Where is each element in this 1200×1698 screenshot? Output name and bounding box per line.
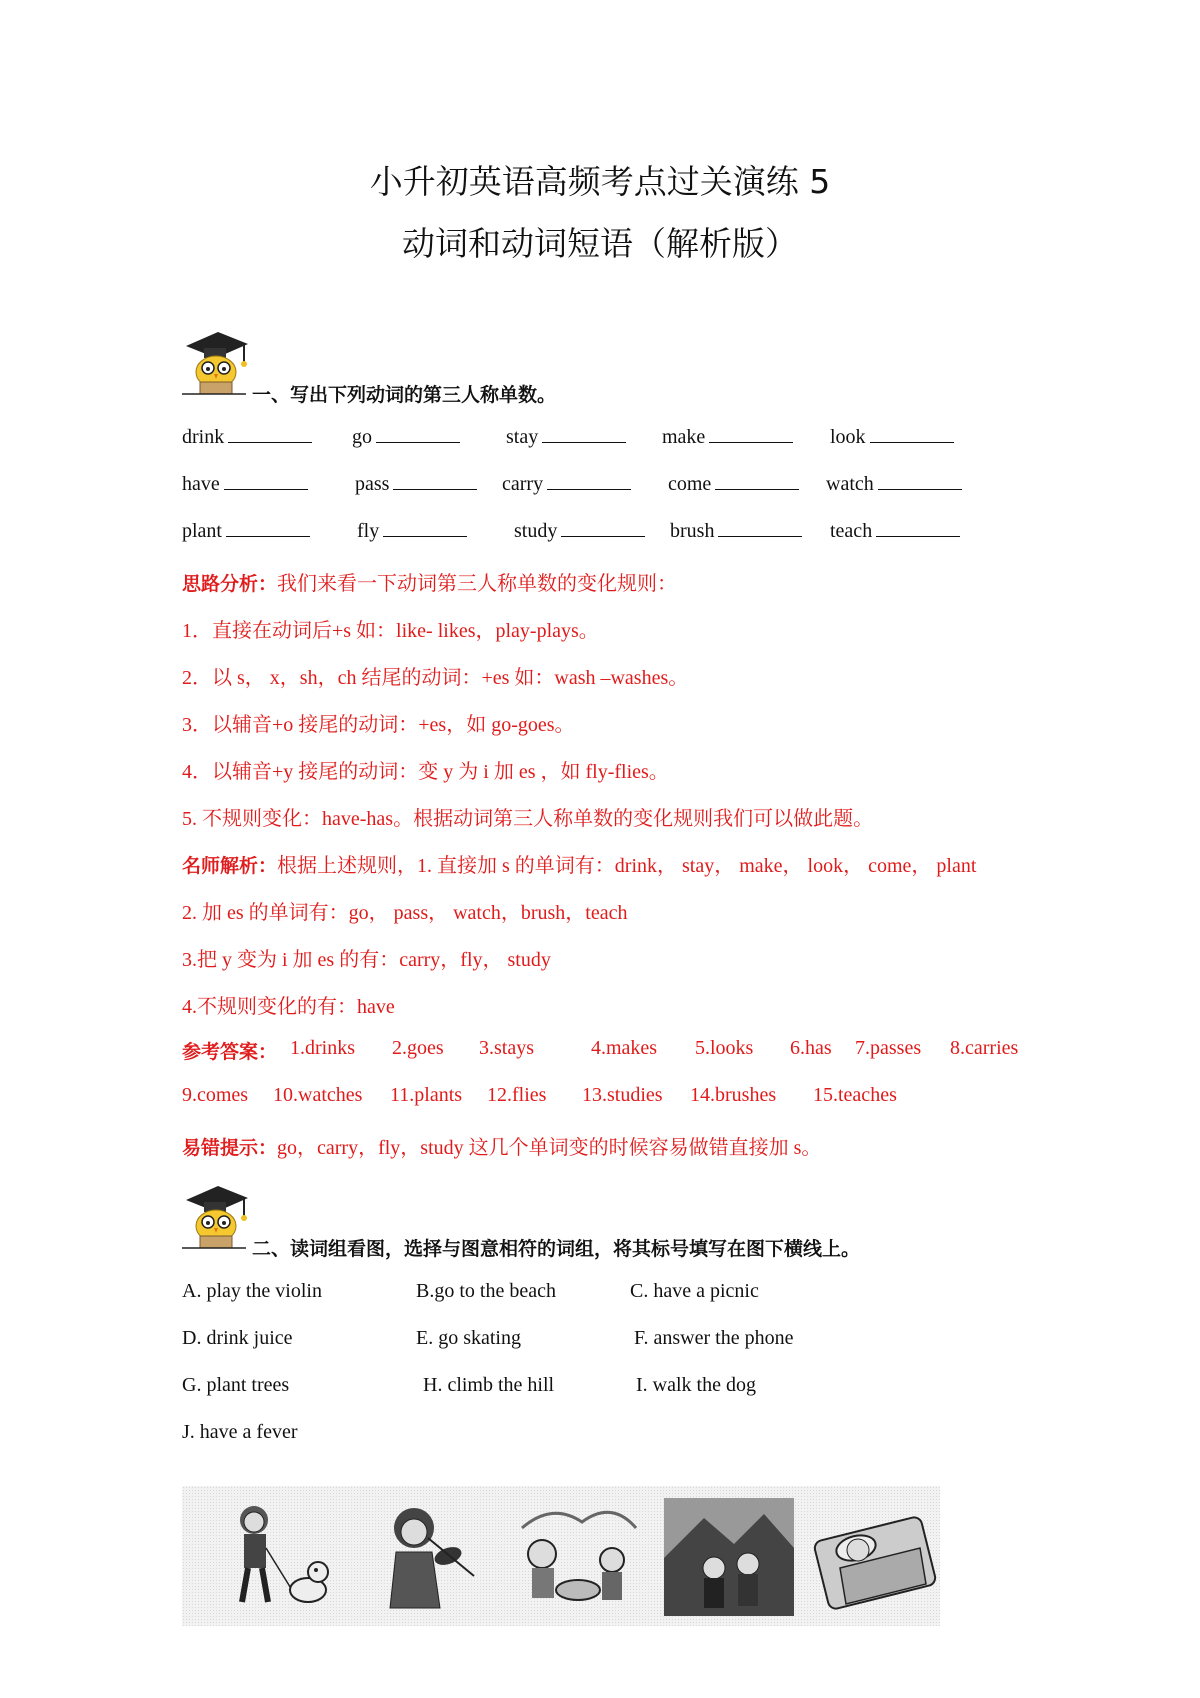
walk-the-dog-picture [212,1498,342,1616]
answer-item: 3.stays [479,1037,534,1059]
answer-blank[interactable] [878,475,962,490]
verb-item: look [830,426,954,449]
option-e: E. go skating [416,1327,521,1349]
document-subtitle: 动词和动词短语（解析版） [402,224,798,263]
rule-line: 5. 不规则变化：have-has。根据动词第三人称单数的变化规则我们可以做此题。 [182,808,874,830]
option-h: H. climb the hill [423,1374,555,1396]
play-violin-picture [362,1498,492,1616]
answer-blank[interactable] [876,522,960,537]
verb-item: watch [826,473,962,496]
answer-blank[interactable] [542,428,626,443]
verb-item: go [352,426,460,449]
answer-blank[interactable] [870,428,954,443]
teacher-line: 4.不规则变化的有：have [182,996,395,1018]
answer-blank[interactable] [715,475,799,490]
option-c: C. have a picnic [630,1280,759,1302]
answer-item: 1.drinks [290,1037,355,1059]
picture-strip [182,1486,940,1626]
error-tip: 易错提示：go，carry，fly，study 这几个单词变的时候容易做错直接加 s。 [182,1137,822,1159]
answer-blank[interactable] [226,522,310,537]
verb-item: drink [182,426,312,449]
have-picnic-picture [512,1498,642,1616]
teacher-analysis: 名师解析：根据上述规则，1. 直接加 s 的单词有：drink， stay， make， look， come， plant [182,855,977,877]
verb-row-2 [0,473,1200,503]
answer-item: 2.goes [392,1037,444,1059]
rule-line: 1．直接在动词后+s 如：like- likes，play-plays。 [182,620,599,642]
verb-item: stay [506,426,626,449]
answer-blank[interactable] [561,522,645,537]
have-fever-picture [810,1498,940,1616]
graduate-owl-icon [178,328,250,396]
verb-item: pass [355,473,477,496]
option-g: G. plant trees [182,1374,290,1396]
answer-item: 13.studies [582,1084,663,1106]
teacher-line: 3.把 y 变为 i 加 es 的有：carry，fly， study [182,949,551,971]
answer-item: 12.flies [487,1084,547,1106]
tip-label: 易错提示： [182,1137,278,1159]
section1-heading: 一、写出下列动词的第三人称单数。 [252,384,557,406]
rule-line: 2．以 s， x，sh，ch 结尾的动词：+es 如：wash –washes。 [182,667,689,689]
verb-item: fly [357,520,467,543]
answer-item: 10.watches [273,1084,363,1106]
verb-item: have [182,473,308,496]
answer-blank[interactable] [383,522,467,537]
option-a: A. play the violin [182,1280,322,1302]
rule-line: 4．以辅音+y 接尾的动词：变 y 为 i 加 es ，如 fly-flies。 [182,761,669,783]
option-j: J. have a fever [182,1421,298,1443]
graduate-owl-icon [178,1182,250,1250]
option-i: I. walk the dog [636,1374,756,1396]
answer-label: 参考答案： [182,1041,278,1063]
section2-heading: 二、读词组看图，选择与图意相符的词组，将其标号填写在图下横线上。 [252,1238,861,1260]
answer-blank[interactable] [709,428,793,443]
option-b: B.go to the beach [416,1280,556,1302]
answer-blank[interactable] [224,475,308,490]
verb-item: study [514,520,645,543]
option-d: D. drink juice [182,1327,293,1349]
answer-item: 7.passes [855,1037,922,1059]
answer-item: 4.makes [591,1037,658,1059]
answer-blank[interactable] [376,428,460,443]
verb-item: carry [502,473,631,496]
rule-line: 3．以辅音+o 接尾的动词：+es，如 go-goes。 [182,714,575,736]
verb-item: brush [670,520,802,543]
answer-item: 15.teaches [813,1084,897,1106]
answer-blank[interactable] [718,522,802,537]
answer-key [182,1037,277,1064]
teacher-line: 2. 加 es 的单词有：go， pass， watch，brush，teach [182,902,628,924]
answer-item: 11.plants [390,1084,463,1106]
document-title: 小升初英语高频考点过关演练 5 [369,162,831,201]
answer-item: 6.has [790,1037,832,1059]
answer-item: 9.comes [182,1084,249,1106]
answer-item: 14.brushes [690,1084,777,1106]
verb-item: make [662,426,793,449]
option-f: F. answer the phone [634,1327,794,1349]
verb-item: teach [830,520,960,543]
teacher-label: 名师解析： [182,855,278,877]
analysis-label: 思路分析： [182,573,278,595]
answer-blank[interactable] [228,428,312,443]
verb-row-1 [0,426,1200,456]
answer-item: 5.looks [695,1037,754,1059]
answer-blank[interactable] [547,475,631,490]
verb-row-3 [0,520,1200,550]
verb-item: come [668,473,799,496]
analysis-intro: 思路分析：我们来看一下动词第三人称单数的变化规则： [182,573,678,595]
answer-blank[interactable] [393,475,477,490]
climb-hill-picture [664,1498,794,1616]
verb-item: plant [182,520,310,543]
answer-item: 8.carries [950,1037,1019,1059]
